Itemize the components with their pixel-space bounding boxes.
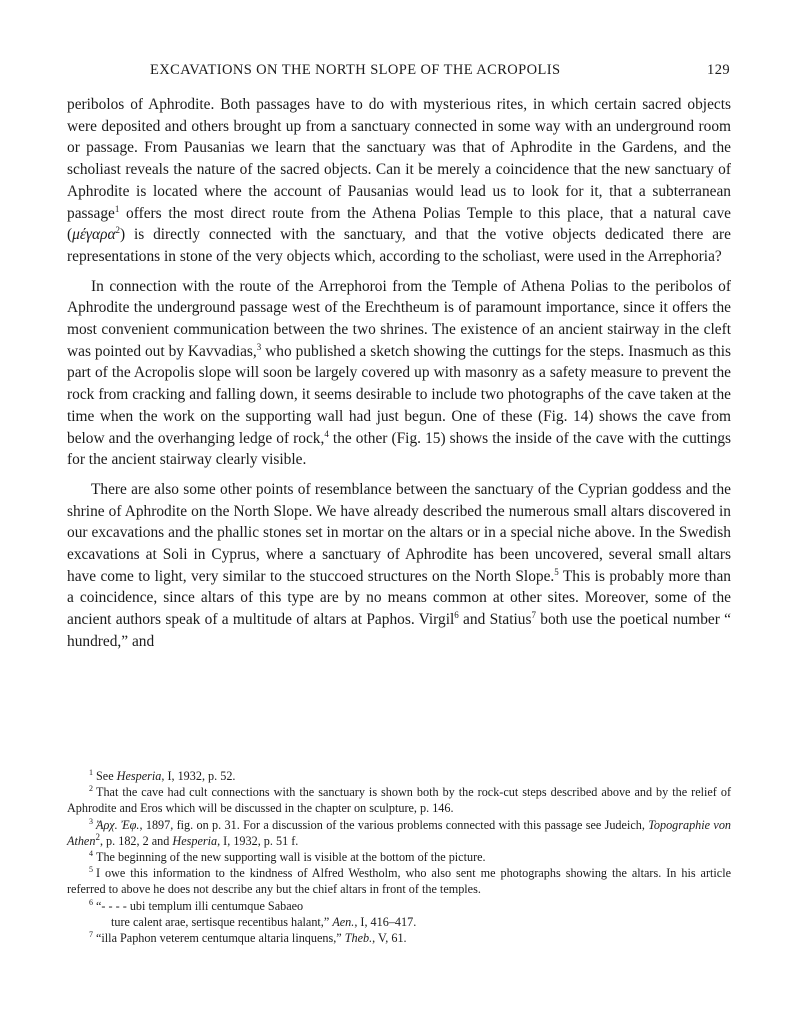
footnote-ref-7: 7 [531, 610, 536, 621]
greek-term: μέγαρα [72, 226, 116, 244]
footnote-7 [67, 930, 731, 946]
footnote-text: I owe this information to the kindness of Alfred Westholm, who also sent me photographs showing the altars. In his article referred to above he does not describe any but the chief altars in front of the temples. [67, 866, 731, 897]
work-title: Theb. [344, 931, 373, 946]
paragraph-3-text: both use the poetical number “ hundred,” and [67, 611, 731, 650]
footnote-ref-2: 2 [115, 225, 121, 236]
footnote-mark: 3 [89, 816, 93, 826]
footnote-mark: 7 [89, 929, 93, 939]
footnote-6 [67, 898, 731, 914]
edition-number: 2 [95, 831, 100, 842]
paragraph-3 [67, 479, 731, 653]
footnote-text: , I, 1932, p. 51 f. [217, 833, 299, 848]
paragraph-2-text: who published a sketch showing the cuttings for the steps. Inasmuch as this part of the Acropolis slope will soon be largely covered up with masonry as a safety measure to prevent the rock from cracking and falling down, it seems desirable to include two photographs of the cave taken at the time when the work on the supporting wall had just begun. One of these (Fig. 14) shows the cave from below and the overhanging ledge of rock, [67, 342, 731, 447]
paragraph-1-text: offers the most direct route from the Athena Polias Temple to this place, that a natural cave ( [67, 204, 731, 244]
footnote-text: See [96, 769, 117, 783]
paragraph-3-text: and Statius [458, 611, 532, 629]
footnote-4 [67, 849, 731, 865]
verse-line: “- - - - ubi templum illi centumque Sabaeo [96, 898, 304, 913]
footnote-text: , I, 416–417. [354, 914, 417, 929]
paragraph-3-text: There are also some other points of resemblance between the sanctuary of the Cyprian goddess and the shrine of Aphrodite on the North Slope. We have already described the numerous small altars discovered in our excavations and the phallic stones set in mortar on the altars or in a special niche above. In the Swedish excavations at Soli in Cyprus, where a sanctuary of Aphrodite has been uncovered, several small altars have come to light, very similar to the stuccoed structures on the North Slope. [67, 480, 731, 585]
footnote-ref-1: 1 [114, 203, 120, 214]
page-number: 129 [707, 62, 730, 78]
footnote-mark: 5 [89, 865, 93, 875]
footnote-5 [67, 865, 731, 897]
footnote-text: , V, 61. [372, 931, 407, 946]
footnote-mark: 2 [89, 784, 93, 794]
footnote-mark: 6 [89, 897, 93, 907]
footnotes [67, 768, 731, 946]
footnote-text: , p. 182, 2 and [99, 833, 173, 848]
book-title: Topographie von Athen [67, 817, 732, 848]
footnote-ref-4: 4 [324, 428, 329, 439]
footnote-text: , I, 1932, p. 52. [161, 769, 236, 783]
paragraph-1-text: ) is directly connected with the sanctuary, and that the votive objects dedicated there are representations in stone of the very objects which, according to the scholiast, were used in the Arrephoria? [67, 226, 731, 265]
journal-title: Ἀρχ. Ἐφ. [96, 817, 140, 832]
footnote-text: That the cave had cult connections with the sanctuary is shown both by the rock-cut steps described above and by the relief of Aphrodite and Eros which will be discussed in the chapter on sculpture, p. 146. [67, 785, 731, 816]
verse-line: ture calent arae, sertisque recentibus halant,” [111, 914, 333, 929]
footnote-mark: 1 [89, 767, 93, 777]
footnote-6-continuation [67, 914, 731, 930]
paragraph-3-text: This is probably more than a coincidence, since altars of this type are by no means common at other sites. Moreover, some of the ancient authors speak of a multitude of altars at Paphos. Virgil [67, 567, 731, 629]
work-title: Aen. [332, 914, 355, 929]
paragraph-2-text: In connection with the route of the Arrephoroi from the Temple of Athena Polias to the peribolos of Aphrodite the underground passage west of the Erechtheum is of paramount importance, since it offers the most convenient communication between the two shrines. The existence of an ancient stairway in the cleft was pointed out by Kavvadias, [67, 277, 731, 360]
footnote-3 [67, 817, 731, 849]
paragraph-1-text: peribolos of Aphrodite. Both passages have to do with mysterious rites, in which certain sacred objects were deposited and others brought up from a sanctuary connected in some way with an underground room or passage. From Pausanias we learn that the sanctuary was that of Aphrodite in the Gardens, and the scholiast reveals the nature of the sacred objects. Can it be merely a coincidence that the new sanctuary of Aphrodite is located where the account of Pausanias would lead us to look for it, that a subterranean passage [67, 96, 731, 222]
footnote-ref-6: 6 [454, 610, 459, 621]
footnote-mark: 4 [89, 848, 93, 858]
running-title: EXCAVATIONS ON THE NORTH SLOPE OF THE ACROPOLIS [150, 62, 561, 78]
footnote-text: , 1897, fig. on p. 31. For a discussion of the various problems connected with this passage see Judeich, [139, 817, 649, 832]
footnote-1 [67, 768, 731, 784]
journal-title: Hesperia [116, 769, 162, 783]
journal-title: Hesperia [172, 833, 218, 848]
footnote-2 [67, 784, 731, 816]
footnote-text: The beginning of the new supporting wall is visible at the bottom of the picture. [96, 850, 486, 865]
footnote-ref-5: 5 [554, 566, 559, 577]
verse-line: “illa Paphon veterem centumque altaria linquens,” [96, 931, 345, 946]
paragraph-2 [67, 276, 731, 471]
paragraph-2-text: the other (Fig. 15) shows the inside of the cave with the cuttings for the ancient stairway clearly visible. [67, 429, 732, 469]
footnote-ref-3: 3 [256, 341, 262, 352]
body-text [67, 94, 731, 661]
paragraph-1 [67, 94, 731, 268]
